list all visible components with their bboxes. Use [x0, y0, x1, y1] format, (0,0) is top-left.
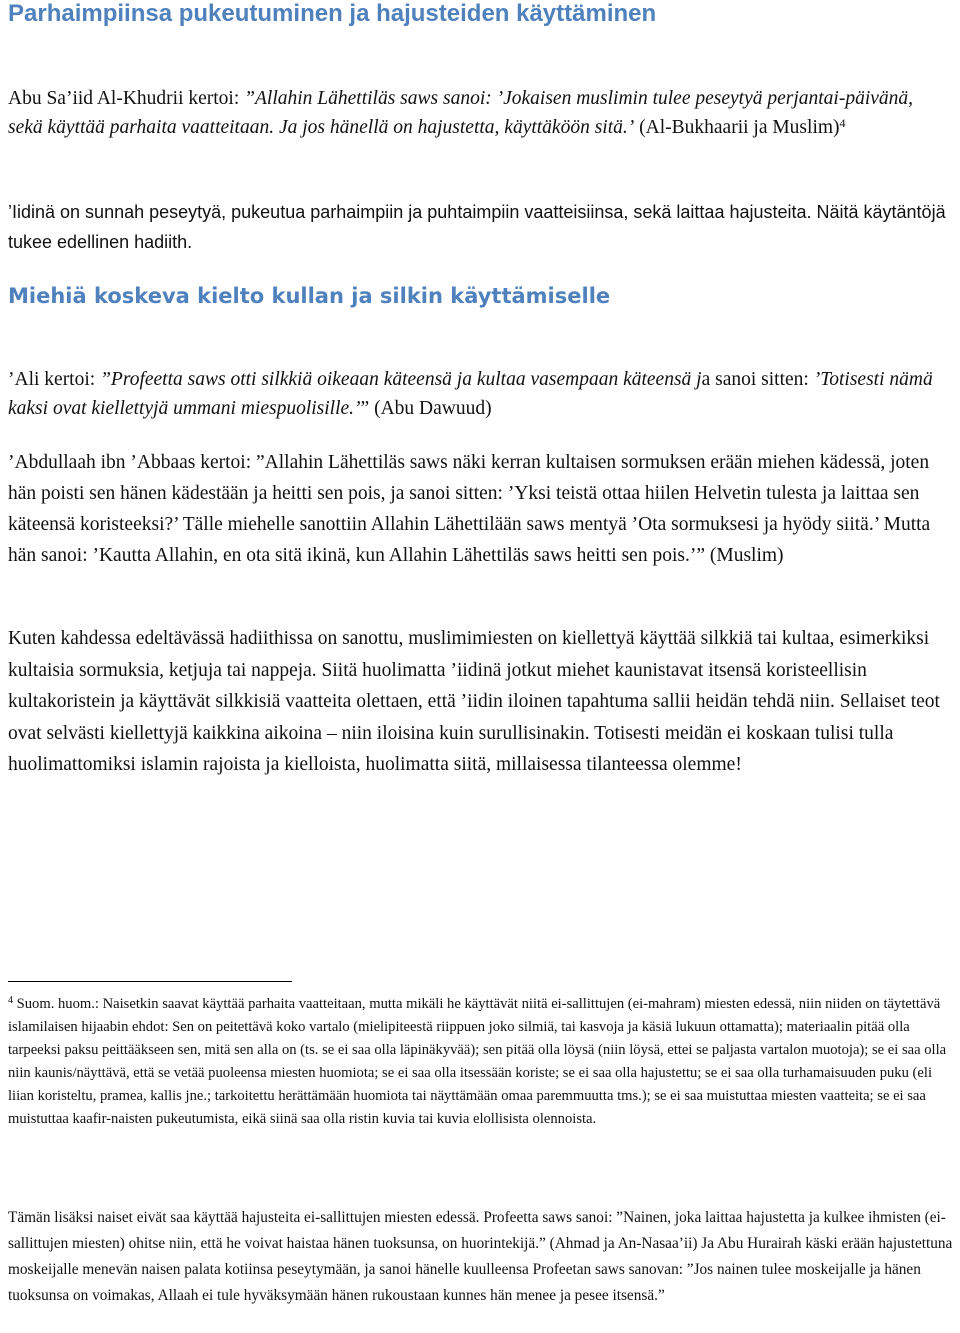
hadith-text: a sanoi sitten:: [701, 369, 814, 390]
narrator-text: Abu Sa’iid Al-Khudrii kertoi:: [8, 88, 245, 109]
hadith-quote: ”Profeetta saws otti silkkiä oikeaan käteensä ja kultaa vasempaan käteensä j: [100, 369, 702, 390]
footnote-separator: [8, 981, 292, 982]
footnote-reference[interactable]: 4: [839, 116, 846, 130]
heading-main: Parhaimpiinsa pukeutuminen ja hajusteiden käyttäminen: [8, 0, 657, 27]
narrator-text: ’Ali kertoi:: [8, 369, 101, 390]
hadith-source: (Al-Bukhaarii ja Muslim): [634, 117, 840, 138]
paragraph-hadith-khudrii: [8, 84, 952, 142]
paragraph-hadith-abbaas: ’Abdullaah ibn ’Abbaas kertoi: ”Allahin Lähettiläs saws näki kerran kultaisen sormuksen erään miehen kädessä, joten hän poisti sen hänen kädestään ja heitti sen pois, ja sanoi sitten: ’Yksi teistä ottaa hiilen Helvetin tulesta ja laittaa sen käteensä koristeeksi?’ Tälle miehelle sanottiin Allahin Lähettilään saws mentyä ’Ota sormuksesi ja hyödy siitä.’ Mutta hän sanoi: ’Kautta Allahin, en ota sitä ikinä, kun Allahin Lähettiläs saws heitti sen pois.’” (Muslim): [8, 452, 931, 566]
footnote: [8, 993, 952, 1131]
footnote-text: : Naisetkin saavat käyttää parhaita vaatteitaan, mutta mikäli he käyttävät niitä ei-sallittujen (ei-mahram) miesten edessä, niin niiden on täytettävä islamilaisen hijaabin ehdot: Sen on peitettävä koko vartalo (mielipiteestä riippuen joko silmiä, tai kasvoja ja käsiä lukuun ottamatta); materiaalin pitää olla tarpeeksi paksu peittääkseen sen, mitä sen alla on (ts. se ei saa olla läpinäkyvää); sen pitää olla löysä (niin löysä, ettei se paljasta vartalon muotoja); se ei saa olla niin kaunis/näyttävä, että se vetää puoleensa miesten huomiota; se ei saa olla itsessään koriste; se ei saa olla hajustettu; se ei saa olla turhamaisuuden puku (eli liian koristeltu, pramea, kallis jne.; tarkoitettu herättämään huomiota tai näyttämään omaa paremmuutta tms.); se ei saa muistuttaa miesten vaatteita; se ei saa muistuttaa kaafir-naisten pukeutumista, eikä siinä saa olla ristin kuvia tai kuvia elollisista olennoista.: [8, 996, 947, 1127]
footnote-number: 4: [8, 995, 13, 1006]
footnote-label: Suom. huom.: [13, 996, 95, 1012]
heading-gold-silk: Miehiä koskeva kielto kullan ja silkin käyttämiselle: [8, 284, 611, 308]
hadith-quote: ”Allahin Lähettiläs saws sanoi: ’Jokaisen muslimin tulee peseytyä perjantai-päivänä, sekä käyttää parhaita vaatteitaan. Ja jos hänellä on hajustetta, käyttäköön sitä.’: [8, 88, 914, 138]
paragraph-commentary: Kuten kahdessa edeltävässä hadiithissa on sanottu, muslimimiesten on kiellettyä käyttää silkkiä tai kultaa, esimerkiksi kultaisia sormuksia, ketjuja tai nappeja. Siitä huolimatta ’iidinä jotkut miehet kaunistavat itsensä koristeellisin kultakoristein ja käyttävät silkkisiä vaatteita olettaen, että ’iidin iloinen tapahtuma sallii heidän tehdä niin. Sellaiset teot ovat selvästi kiellettyjä kaikkina aikoina – niin iloisina kuin surullisinakin. Totisesti meidän ei koskaan tulisi tulla huolimattomiksi islamin rajoista ja kielloista, huolimatta siitä, millaisessa tilanteessa olemme!: [8, 628, 940, 775]
paragraph-hadith-ali: [8, 365, 952, 423]
paragraph-iid-sunnah: ’Iidinä on sunnah peseytyä, pukeutua parhaimpiin ja puhtaimpiin vaatteisiinsa, sekä laittaa hajusteita. Näitä käytäntöjä tukee edellinen hadiith.: [8, 202, 946, 252]
hadith-quote-2: ’Totisesti nämä kaksi ovat kiellettyjä ummani miespuolisille.’: [8, 369, 933, 419]
hadith-source: ” (Abu Dawuud): [360, 398, 492, 419]
footnote-continued: Tämän lisäksi naiset eivät saa käyttää hajusteita ei-sallittujen miesten edessä. Profeetta saws sanoi: ”Nainen, joka laittaa hajustetta ja kulkee ihmisten (ei-sallittujen miesten) ohitse niin, että he voivat haistaa hänen tuoksunsa, on huorintekijä.” (Ahmad ja An-Nasaa’ii) Ja Abu Hurairah käski erään hajustettuna moskeijalle menevän naisen palata kotiinsa peseytymään, ja sanoi hänelle kuulleensa Profeetan saws sanovan: ”Jos nainen tulee moskeijalle ja hänen tuoksunsa on voimakas, Allaah ei tule hyväksymään hänen rukoustaan kunnes hän menee ja pesee itsensä.”: [8, 1209, 953, 1304]
